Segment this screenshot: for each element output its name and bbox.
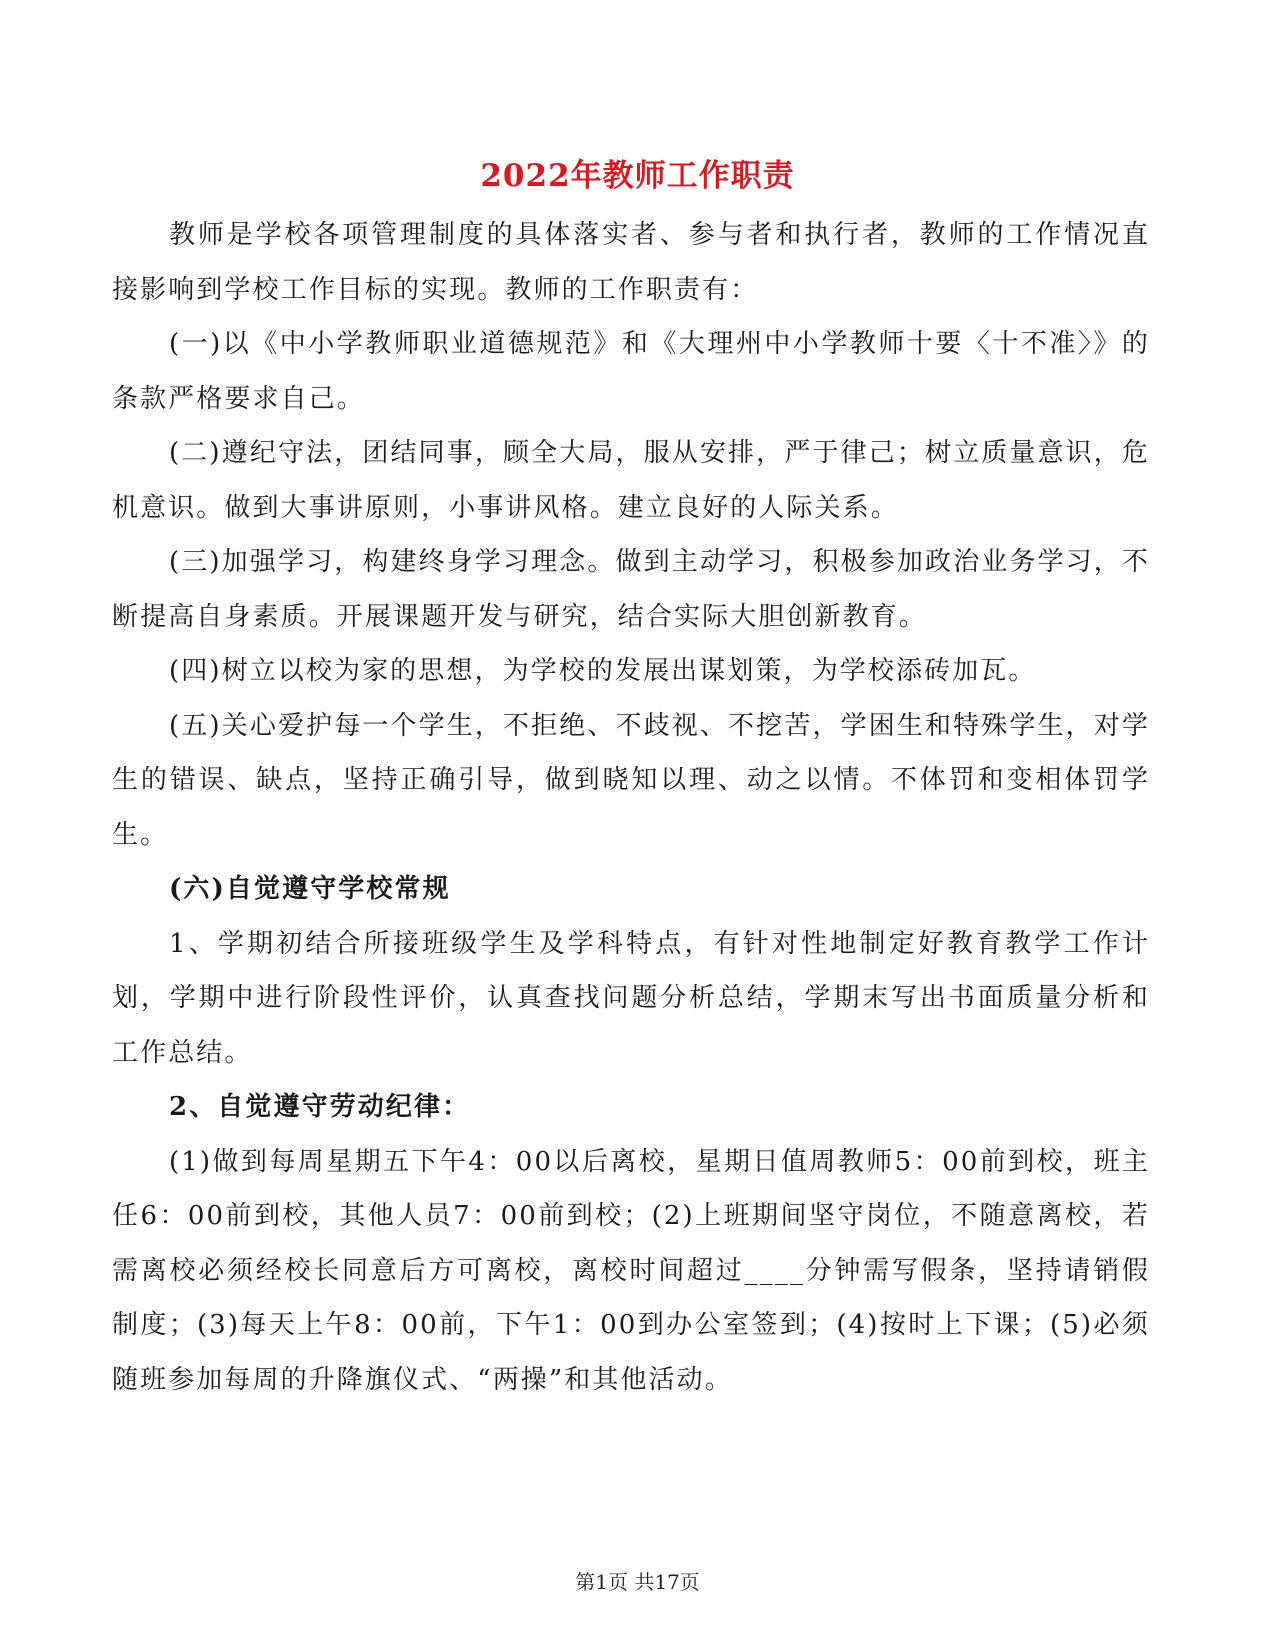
paragraph-item-1: (一)以《中小学教师职业道德规范》和《大理州中小学教师十要〈十不准〉》的条款严格要求自己。 xyxy=(112,329,1150,414)
section-heading-6: (六)自觉遵守学校常规 xyxy=(169,874,451,904)
paragraph-discipline-rules: (1)做到每周星期五下午4：00以后离校，星期日值周教师5：00前到校，班主任6：00前到校，其他人员7：00前到校；(2)上班期间坚守岗位，不随意离校，若需离校必须经校长同意后方可离校，离校时间超过____分钟需写假条，坚持请销假制度；(3)每天上午8：00前，下午1：00到办公室签到；(4)按时上下课；(5)必须随班参加每周的升降旗仪式、“两操”和其他活动。 xyxy=(112,1146,1150,1395)
subsection-heading-2: 2、自觉遵守劳动纪律： xyxy=(169,1092,471,1122)
paragraph-item-3: (三)加强学习，构建终身学习理念。做到主动学习，积极参加政治业务学习，不断提高自身素质。开展课题开发与研究，结合实际大胆创新教育。 xyxy=(112,547,1150,632)
paragraph-item-5: (五)关心爱护每一个学生，不拒绝、不歧视、不挖苦，学困生和特殊学生，对学生的错误、缺点，坚持正确引导，做到晓知以理、动之以情。不体罚和变相体罚学生。 xyxy=(112,710,1150,850)
paragraph-intro: 教师是学校各项管理制度的具体落实者、参与者和执行者，教师的工作情况直接影响到学校工作目标的实现。教师的工作职责有： xyxy=(112,220,1150,305)
page-number-footer: 第1页 共17页 xyxy=(575,1570,700,1594)
paragraph-item-4: (四)树立以校为家的思想，为学校的发展出谋划策，为学校添砖加瓦。 xyxy=(169,656,1037,686)
paragraph-sub-1: 1、学期初结合所接班级学生及学科特点，有针对性地制定好教育教学工作计划，学期中进行阶段性评价，认真查找问题分析总结，学期末写出书面质量分析和工作总结。 xyxy=(112,928,1150,1068)
document-body xyxy=(112,208,1150,1407)
paragraph-item-2: (二)遵纪守法，团结同事，顾全大局，服从安排，严于律己；树立质量意识，危机意识。做到大事讲原则，小事讲风格。建立良好的人际关系。 xyxy=(112,438,1150,523)
page-title: 2022年教师工作职责 xyxy=(480,158,795,194)
